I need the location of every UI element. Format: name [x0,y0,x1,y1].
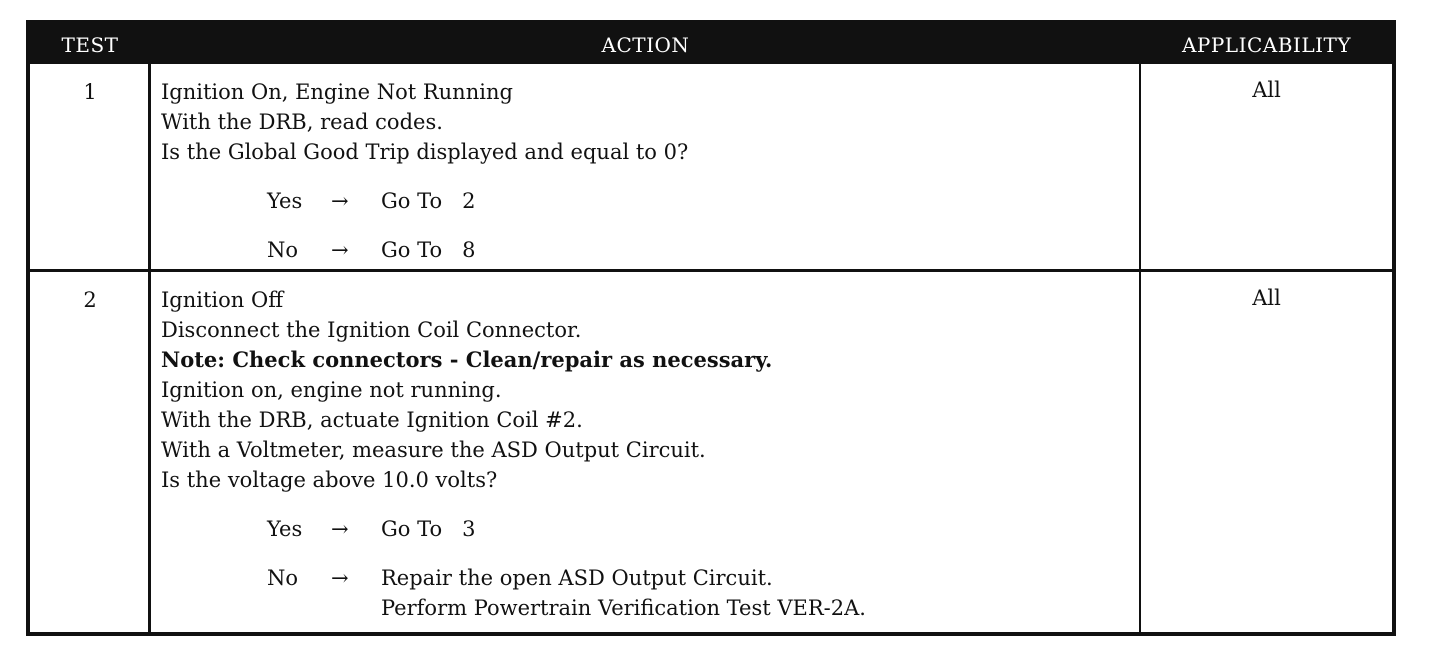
no-result-followup: Perform Powertrain Verification Test VER-2A. [381,596,866,620]
yes-branch [161,514,1131,544]
header-applicability: APPLICABILITY [1181,33,1352,57]
yes-branch [161,186,1131,216]
arrow-icon: → [331,566,349,590]
action-cell [161,77,1131,265]
no-label: No [267,238,299,262]
action-line: Ignition On, Engine Not Running [161,80,513,104]
no-result: Go To 8 [381,238,476,262]
diagnostic-table [26,20,1396,636]
arrow-icon: → [331,517,349,541]
action-line: Is the Global Good Trip displayed and equal to 0? [161,140,689,164]
arrow-icon: → [331,238,349,262]
no-branch [161,563,1131,623]
action-note: Note: Check connectors - Clean/repair as necessary. [161,347,773,372]
yes-result: Go To 3 [381,517,476,541]
arrow-icon: → [331,189,349,213]
applicability-cell: All [1252,286,1281,310]
yes-result: Go To 2 [381,189,476,213]
table-row [30,64,1392,269]
no-result: Repair the open ASD Output Circuit. [381,566,773,590]
action-line: Ignition on, engine not running. [161,378,502,402]
test-number: 1 [83,80,97,104]
no-label: No [267,566,299,590]
no-branch [161,235,1131,265]
action-line: With a Voltmeter, measure the ASD Output Circuit. [161,438,706,462]
yes-label: Yes [267,189,303,213]
table-header [30,24,1392,64]
action-cell [161,285,1131,623]
applicability-cell: All [1252,78,1281,102]
action-line: Is the voltage above 10.0 volts? [161,468,498,492]
test-number: 2 [83,288,97,312]
action-line: Ignition Off [161,288,284,312]
table-row [30,272,1392,632]
yes-label: Yes [267,517,303,541]
header-action: ACTION [601,33,690,57]
header-test: TEST [61,33,119,57]
action-line: Disconnect the Ignition Coil Connector. [161,318,582,342]
action-line: With the DRB, actuate Ignition Coil #2. [161,408,583,432]
action-line: With the DRB, read codes. [161,110,443,134]
